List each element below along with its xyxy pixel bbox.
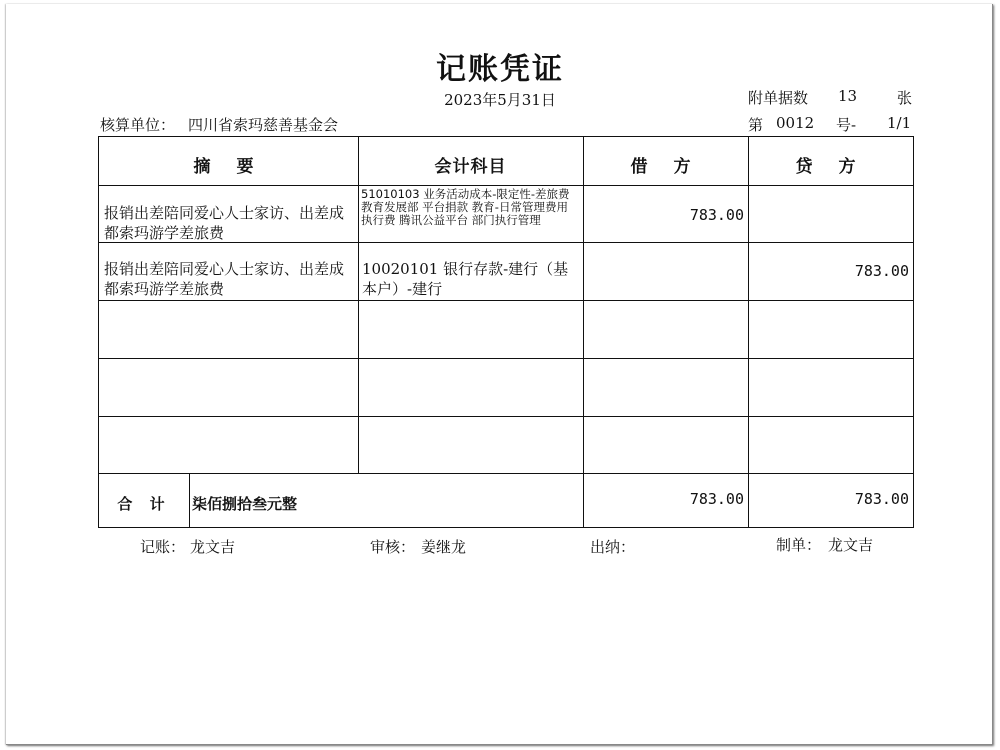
bookkeeper-label: 记账： bbox=[140, 538, 186, 556]
unit-name: 四川省索玛慈善基金会 bbox=[188, 116, 339, 134]
attach-unit: 张 bbox=[897, 89, 913, 107]
total-label: 合 计 bbox=[117, 495, 171, 513]
attach-label: 附单据数 bbox=[748, 89, 809, 107]
row-2-credit: 783.00 bbox=[854, 262, 909, 280]
row-1-account: 51010103 业务活动成本-限定性-差旅费 教育发展部 平台捐款 教育-日常管理费用 执行费 腾讯公益平台 部门执行管理 bbox=[361, 187, 570, 227]
unit-label: 核算单位： bbox=[100, 116, 176, 134]
voucher-no-value: 0012 bbox=[776, 114, 815, 132]
row-1-summary: 报销出差陪同爱心人士家访、出差成都索玛游学差旅费 bbox=[104, 204, 345, 242]
reviewer-label: 审核： bbox=[370, 538, 416, 556]
reviewer-name: 姜继龙 bbox=[421, 538, 467, 556]
voucher-title: 记账凭证 bbox=[436, 52, 564, 87]
attach-count: 13 bbox=[838, 87, 858, 105]
row-divider bbox=[99, 473, 913, 474]
row-2-summary: 报销出差陪同爱心人士家访、出差成都索玛游学差旅费 bbox=[104, 260, 345, 298]
header-credit: 贷 方 bbox=[795, 157, 866, 177]
row-divider bbox=[99, 300, 913, 301]
voucher-table bbox=[98, 136, 914, 528]
voucher-date: 2023年5月31日 bbox=[444, 91, 556, 109]
total-debit: 783.00 bbox=[689, 490, 744, 508]
col-divider bbox=[189, 473, 190, 527]
bookkeeper-name: 龙文吉 bbox=[190, 538, 236, 556]
row-divider bbox=[99, 416, 913, 417]
preparer-name: 龙文吉 bbox=[828, 536, 874, 554]
voucher-page: 1/1 bbox=[887, 114, 912, 132]
preparer-label: 制单： bbox=[776, 536, 822, 554]
row-divider bbox=[99, 185, 913, 186]
col-divider bbox=[358, 137, 359, 473]
col-divider bbox=[748, 137, 749, 527]
row-2-account: 10020101 银行存款-建行（基本户）-建行 bbox=[362, 260, 569, 298]
header-summary: 摘 要 bbox=[193, 157, 264, 177]
voucher-no-suffix: 号- bbox=[836, 116, 857, 134]
total-amount-words: 柒佰捌拾叁元整 bbox=[192, 495, 298, 513]
cashier-label: 出纳： bbox=[590, 538, 636, 556]
total-credit: 783.00 bbox=[854, 490, 909, 508]
header-account: 会计科目 bbox=[434, 157, 507, 177]
row-divider bbox=[99, 358, 913, 359]
header-debit: 借 方 bbox=[630, 157, 701, 177]
col-divider bbox=[583, 137, 584, 527]
row-1-debit: 783.00 bbox=[689, 206, 744, 224]
voucher-no-prefix: 第 bbox=[748, 116, 764, 134]
